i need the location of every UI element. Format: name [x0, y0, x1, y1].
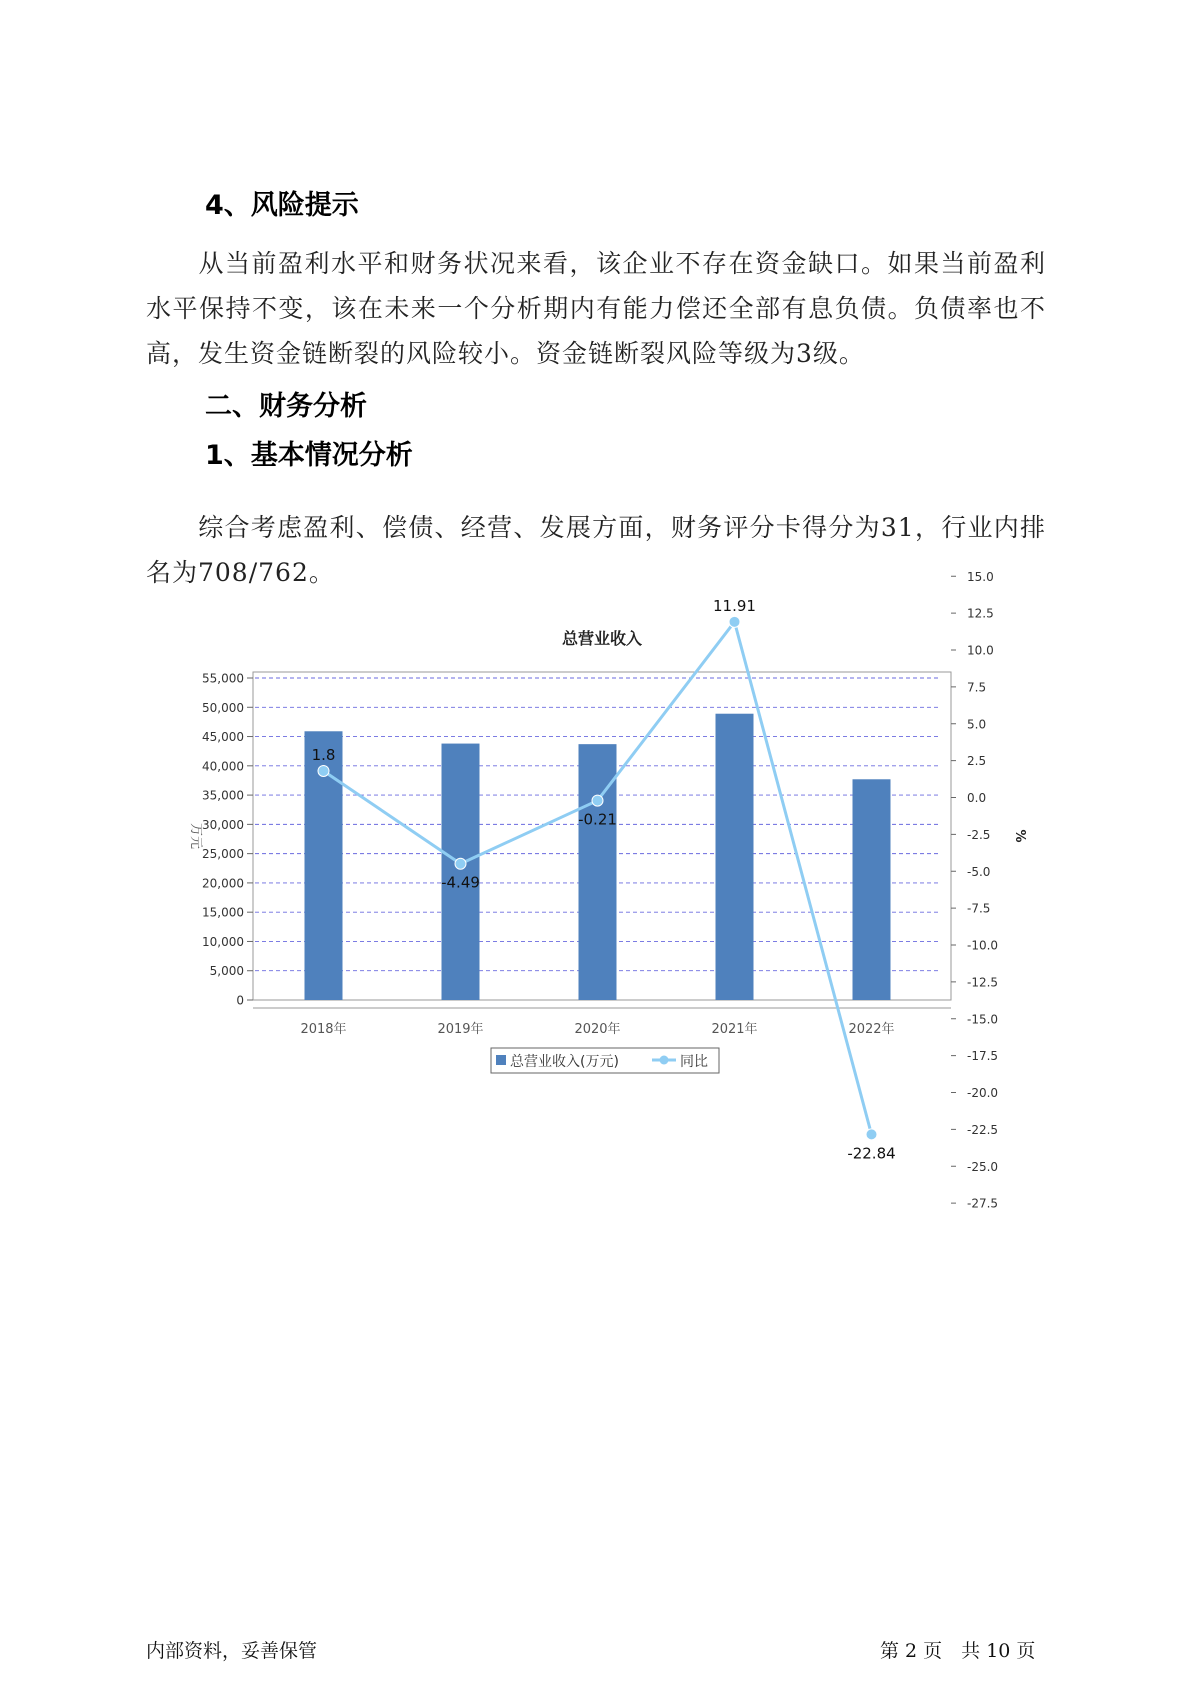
- y-tick-label: 30,000: [202, 817, 244, 832]
- line-point: [729, 616, 740, 627]
- y2-tick-label: -20.0: [967, 1086, 999, 1100]
- y2-tick-label: 0.0: [967, 791, 987, 805]
- legend-label-bar: 总营业收入(万元): [510, 1054, 619, 1070]
- data-label: -0.21: [578, 810, 617, 829]
- y-tick-label: 20,000: [202, 876, 244, 891]
- line-point: [455, 858, 466, 869]
- data-label: -22.84: [847, 1144, 896, 1163]
- legend-line-marker: [660, 1056, 669, 1065]
- y2-tick-label: -22.5: [967, 1122, 999, 1137]
- line-point: [592, 795, 603, 806]
- y2-tick-label: -2.5: [967, 827, 991, 842]
- bar: [716, 714, 754, 1000]
- data-label: 1.8: [311, 745, 336, 764]
- y-tick-label: 5,000: [209, 964, 244, 979]
- y-tick-label: 10,000: [202, 934, 244, 949]
- y2-tick-label: -10.0: [967, 938, 999, 953]
- y2-tick-label: -27.5: [967, 1196, 999, 1211]
- line-point: [318, 765, 329, 776]
- y-tick-label: 0: [236, 993, 244, 1008]
- basic-paragraph-text: 综合考虑盈利、偿债、经营、发展方面，财务评分卡得分为31，行业内排名为708/762。: [146, 513, 1046, 587]
- finance-heading: 二、财务分析: [205, 391, 367, 422]
- y2-tick-label: 12.5: [967, 606, 994, 621]
- y2-tick-label: 10.0: [967, 643, 994, 658]
- y2-tick-label: -7.5: [967, 901, 991, 916]
- y2-tick-label: 5.0: [967, 717, 987, 732]
- data-label: -4.49: [441, 873, 480, 892]
- bar: [853, 779, 891, 1000]
- y2-tick-label: 7.5: [967, 680, 987, 695]
- y2-axis-label: %: [1012, 829, 1027, 843]
- risk-heading: 4、风险提示: [205, 190, 359, 221]
- y2-tick-label: -17.5: [967, 1049, 999, 1064]
- bar: [442, 744, 480, 1000]
- data-label: 11.91: [713, 596, 756, 615]
- x-tick-label: 2019年: [437, 1022, 484, 1037]
- x-tick-label: 2018年: [300, 1022, 347, 1037]
- y2-tick-label: -5.0: [967, 864, 991, 879]
- risk-paragraph-text: 从当前盈利水平和财务状况来看，该企业不存在资金缺口。如果当前盈利水平保持不变，该在未来一个分析期内有能力偿还全部有息负债。负债率也不高，发生资金链断裂的风险较小。资金链断裂风险等级为3级。: [146, 249, 1046, 368]
- legend-label-line: 同比: [680, 1054, 708, 1070]
- y-tick-label: 15,000: [202, 905, 244, 920]
- y-tick-label: 45,000: [202, 730, 244, 745]
- legend-bar-swatch: [496, 1055, 506, 1065]
- footer-page-number: 第 2 页 共 10 页: [880, 1640, 1036, 1662]
- y2-tick-label: -25.0: [967, 1159, 999, 1174]
- basic-heading: 1、基本情况分析: [205, 440, 413, 471]
- y2-tick-label: -15.0: [967, 1012, 999, 1027]
- x-tick-label: 2020年: [574, 1022, 621, 1037]
- y-tick-label: 35,000: [202, 788, 244, 803]
- footer-left: 内部资料，妥善保管: [146, 1640, 318, 1662]
- y-tick-label: 25,000: [202, 847, 244, 862]
- y-tick-label: 50,000: [202, 700, 244, 715]
- x-tick-label: 2021年: [711, 1022, 758, 1037]
- y-axis-label: 万元: [188, 822, 203, 850]
- x-tick-label: 2022年: [848, 1022, 895, 1037]
- line-point: [866, 1129, 877, 1140]
- y2-tick-label: 2.5: [967, 754, 987, 769]
- y-tick-label: 55,000: [202, 671, 244, 686]
- y2-tick-label: 15.0: [967, 569, 994, 584]
- chart-title: 总营业收入: [561, 629, 643, 648]
- y-tick-label: 40,000: [202, 759, 244, 774]
- y2-tick-label: -12.5: [967, 975, 999, 990]
